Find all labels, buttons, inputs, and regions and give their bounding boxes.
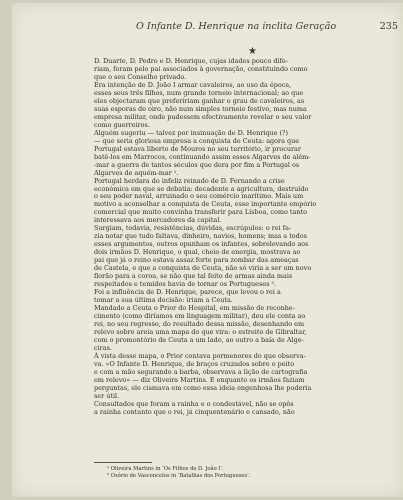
text-line: em relevo» — diz Oliveira Martins. E enquanto os irmãos faziam <box>94 375 305 384</box>
text-line: riam, foram pelo pai associados à governação, constituindo como <box>94 64 308 73</box>
text-line: o seu poder naval, arruinado o seu comércio marítimo. Mais um <box>94 192 304 201</box>
text-line: suas esporas de oiro, não num simples torneio festivo, mas numa <box>94 104 307 113</box>
text-line: que o seu Conselho privado. <box>94 72 187 81</box>
footnote: ² Osório de Vasconcelos in ‘Batalhas dos Portugueses’. <box>107 473 251 480</box>
text-line: empresa militar, onde pudessem efectivamente revelar o seu valor <box>94 112 312 121</box>
text-line: eles objectaram que prefeririam ganhar o grau de cavaleiros, as <box>94 96 305 105</box>
footnotes <box>107 466 387 481</box>
text-line: À vista desse mapa, o Prior contava pormenores do que observa- <box>94 351 306 360</box>
text-line: D. Duarte, D. Pedro e D. Henrique, cujas idades pouco dife- <box>94 57 288 65</box>
running-title: O Infante D. Henrique na ínclita Geração <box>136 21 337 32</box>
text-line: e com a mão segurando a barba, observava a lição de cartografia <box>94 367 308 376</box>
text-line: como guerreiros. <box>94 120 150 129</box>
text-line: Portugal estava liberto de Mouros no seu território, ir procurar <box>94 144 301 153</box>
text-line: Mandado a Ceuta o Prior do Hospital, em missão de reconhe- <box>94 304 295 313</box>
footnote: ¹ Oliveira Martins in ‘Os Filhos de D. João I’. <box>107 466 224 472</box>
text-line: respeitados e temidos havia de tornar os Portugueses ². <box>94 280 277 289</box>
text-line: ciras. <box>94 343 112 352</box>
text-line: dois irmãos D. Henrique, o qual, cheio de energia, mostrava ao <box>94 248 301 257</box>
text-line: Surgiam, todavia, resistências, dúvidas, escrúpulos: o rei fa- <box>94 224 292 233</box>
text-line: Portugal herdara do infeliz reinado de D. Fernando a crise <box>94 176 285 185</box>
text-line: Consultados que foram a rainha e o condestável, não se opôs <box>94 399 294 408</box>
text-line: esses argumentos, outros opunham os infantes, sobrelevando aos <box>94 240 309 249</box>
text-line: rei, no seu regresso, do resultado dessa missão, desenhando em <box>94 319 305 328</box>
page-header <box>26 21 398 35</box>
footnote-rule <box>94 462 152 463</box>
text-line: Era intenção de D. João I armar cavaleiros, ao uso da época, <box>94 80 292 89</box>
text-line: pai que já o reino estava assaz forte para zombar das ameaças <box>94 256 299 265</box>
text-line: batê-los em Marrocos, continuando assim esses Algarves de além- <box>94 152 311 161</box>
text-line: económica em que se debatia: decadente a agricultura, destruído <box>94 184 309 193</box>
text-line: perguntas, ele cismava em como essa ideia engenhosa lhe poderia <box>94 383 312 392</box>
text-line: motivo a aconselhar a conquista de Ceuta, esse importante empório <box>94 200 317 209</box>
text-line: -mar a guerra de tantos séculos que dera por fim a Portugal os <box>94 160 300 169</box>
text-line: esses seus três filhos, num grande torneio internacional; ao que <box>94 88 304 97</box>
text-line: com o promontório de Ceuta a um lado, ao outro a baía de Alge- <box>94 335 304 344</box>
text-line: relevo sobre areia uma mapa do que vira: o estreito de Gibraltar, <box>94 327 307 336</box>
text-line: Alguém sugeriu — talvez por insinuação de D. Henrique (?) <box>94 128 288 137</box>
body-text <box>94 58 389 417</box>
text-line: Algarves de aquém-mar ¹. <box>94 168 179 177</box>
star-ornament-icon: ★ <box>248 46 257 57</box>
text-line: comercial que muito convinha transferir para Lisboa, como tanto <box>94 208 307 217</box>
page-number: 235 <box>379 21 398 32</box>
text-line: de Castela, e que a conquista de Ceuta, não só viria a ser um novo <box>94 264 312 273</box>
text-line: cimento (como diríamos em linguagem militar), deu ele conta ao <box>94 312 306 320</box>
text-line: tomar a sua última decisão: iriam a Ceuta. <box>94 296 233 305</box>
text-line: interessava aos mercadores da capital. <box>94 216 222 225</box>
text-line: va. «O Infante D. Henrique, de braços cruzados sobre o peito <box>94 359 295 368</box>
text-line: Foi a influência de D. Henrique, parece, que levou o rei a <box>94 288 281 297</box>
text-line: a rainha contanto que o rei, já cinquentenário e cansado, não <box>94 407 295 416</box>
text-line: florão para a coroa, se não que tal feito de armas ainda mais <box>94 272 293 281</box>
text-line: zia notar que tudo faltava, dinheiro, navios, homens; mas a todos <box>94 232 307 241</box>
text-line: ser útil. <box>94 391 120 400</box>
text-line: — que seria gloriosa empresa a conquista de Ceuta: agora que <box>94 136 300 145</box>
